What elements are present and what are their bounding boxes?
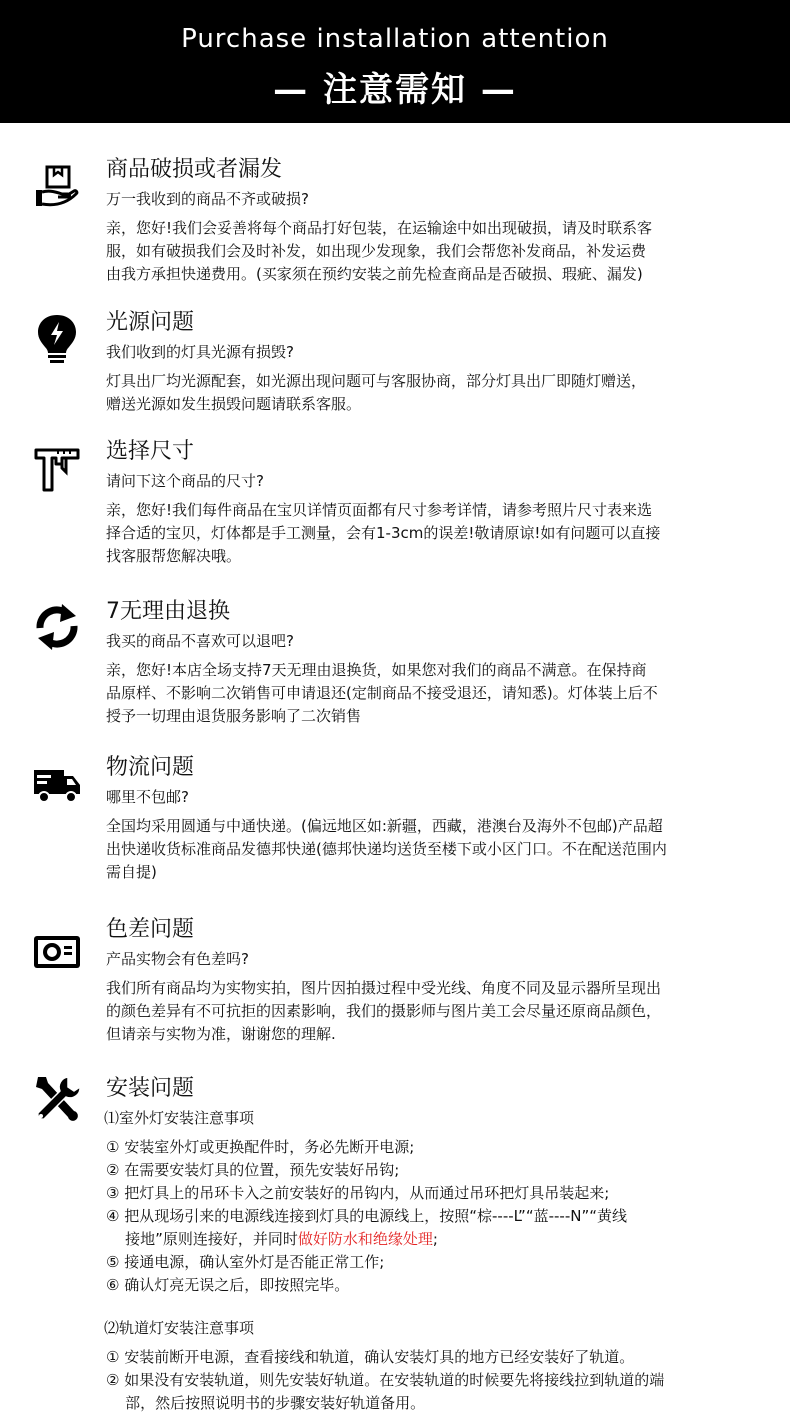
outdoor-item: ② 在需要安装灯具的位置，预先安装好吊钩;: [106, 1161, 400, 1179]
tools-icon: [32, 1073, 82, 1123]
answer-line: 品原样、不影响二次销售可申请退还(定制商品不接受退还，请知悉)。灯体装上后不: [106, 684, 658, 702]
section-question: 我们收到的灯具光源有损毁?: [106, 343, 294, 361]
item-text: ;: [432, 1230, 438, 1248]
item-text: 接地”原则连接好，并同时: [106, 1230, 298, 1248]
section-title: 商品破损或者漏发: [106, 157, 283, 182]
answer-line: 亲，您好!本店全场支持7天无理由退换货，如果您对我们的商品不满意。在保持商: [106, 661, 647, 679]
header-title-zh: — 注意需知 —: [273, 70, 517, 110]
section-title: 安装问题: [106, 1076, 195, 1101]
answer-line: 由我方承担快递费用。(买家须在预约安装之前先检查商品是否破损、瑕疵、漏发): [106, 265, 643, 283]
answer-line: 亲，您好!我们每件商品在宝贝详情页面都有尺寸参考详情，请参考照片尺寸表来选: [106, 501, 653, 519]
section-question: 请问下这个商品的尺寸?: [106, 472, 264, 490]
section-answer: [106, 370, 746, 416]
answer-line: 服，如有破损我们会及时补发，如出现少发现象，我们会帮您补发商品，补发运费: [106, 242, 647, 260]
outdoor-subtitle: ⑴室外灯安装注意事项: [104, 1109, 255, 1127]
light-bulb-icon: [32, 313, 82, 363]
page-header: [0, 0, 790, 123]
section-answer: [106, 217, 746, 286]
section-question: 万一我收到的商品不齐或破损?: [106, 190, 309, 208]
track-item: ② 如果没有安装轨道，则先安装好轨道。在安装轨道的时候要先将接线拉到轨道的端: [106, 1371, 665, 1389]
section-answer: [106, 659, 746, 728]
answer-line: 找客服帮您解决哦。: [106, 547, 242, 565]
warning-text: 做好防水和绝缘处理: [297, 1230, 433, 1248]
caliper-icon: [32, 444, 82, 494]
section-title: 光源问题: [106, 310, 195, 335]
section-question: 哪里不包邮?: [106, 788, 189, 806]
answer-line: 择合适的宝贝，灯体都是手工测量，会有1-3cm的误差!敬请原谅!如有问题可以直接: [106, 524, 661, 542]
answer-line: 但请亲与实物为准，谢谢您的理解.: [106, 1025, 336, 1043]
outdoor-item: ⑤ 接通电源，确认室外灯是否能正常工作;: [106, 1253, 385, 1271]
outdoor-item: ① 安装室外灯或更换配件时，务必先断开电源;: [106, 1138, 415, 1156]
section-title: 选择尺寸: [106, 439, 195, 464]
return-arrows-icon: [32, 602, 82, 652]
answer-line: 的颜色差异有不可抗拒的因素影响，我们的摄影师与图片美工会尽量还原商品颜色，: [106, 1002, 662, 1020]
outdoor-item: ⑥ 确认灯亮无误之后，即按照完毕。: [106, 1276, 350, 1294]
answer-line: 赠送光源如发生损毁问题请联系客服。: [106, 395, 362, 413]
section-title: 物流问题: [106, 755, 195, 780]
outdoor-item: ③ 把灯具上的吊环卡入之前安装好的吊钩内，从而通过吊环把灯具吊装起来;: [106, 1184, 610, 1202]
damaged-package-icon: [32, 162, 82, 212]
answer-line: 全国均采用圆通与中通快递。(偏远地区如:新疆，西藏，港澳台及海外不包邮)产品超: [106, 817, 663, 835]
track-subtitle: ⑵轨道灯安装注意事项: [104, 1319, 255, 1337]
section-question: 产品实物会有色差吗?: [106, 950, 249, 968]
header-title-en: Purchase installation attention: [181, 24, 609, 54]
delivery-truck-icon: [32, 762, 82, 812]
section-answer: [106, 815, 746, 884]
section-answer: [106, 499, 746, 568]
camera-icon: [32, 932, 82, 972]
outdoor-item: ④ 把从现场引来的电源线连接到灯具的电源线上，按照“棕----L”“蓝----N”“黄线: [106, 1207, 628, 1225]
section-title: 色差问题: [106, 917, 195, 942]
answer-line: 亲，您好!我们会妥善将每个商品打好包装，在运输途中如出现破损，请及时联系客: [106, 219, 653, 237]
answer-line: 我们所有商品均为实物实拍，图片因拍摄过程中受光线、角度不同及显示器所呈现出: [106, 979, 662, 997]
outdoor-item-continued: [106, 1228, 438, 1251]
answer-line: 需自提): [106, 863, 157, 881]
answer-line: 灯具出厂均光源配套，如光源出现问题可与客服协商，部分灯具出厂即随灯赠送，: [106, 372, 647, 390]
track-item: ① 安装前断开电源，查看接线和轨道，确认安装灯具的地方已经安装好了轨道。: [106, 1348, 635, 1366]
answer-line: 授予一切理由退货服务影响了二次销售: [106, 707, 362, 725]
section-answer: [106, 977, 746, 1046]
section-question: 我买的商品不喜欢可以退吧?: [106, 632, 294, 650]
section-title: 7无理由退换: [106, 599, 230, 624]
track-item: 部，然后按照说明书的步骤安装好轨道备用。: [106, 1394, 426, 1412]
answer-line: 出快递收货标准商品发德邦快递(德邦快递均送货至楼下或小区门口。不在配送范围内: [106, 840, 667, 858]
